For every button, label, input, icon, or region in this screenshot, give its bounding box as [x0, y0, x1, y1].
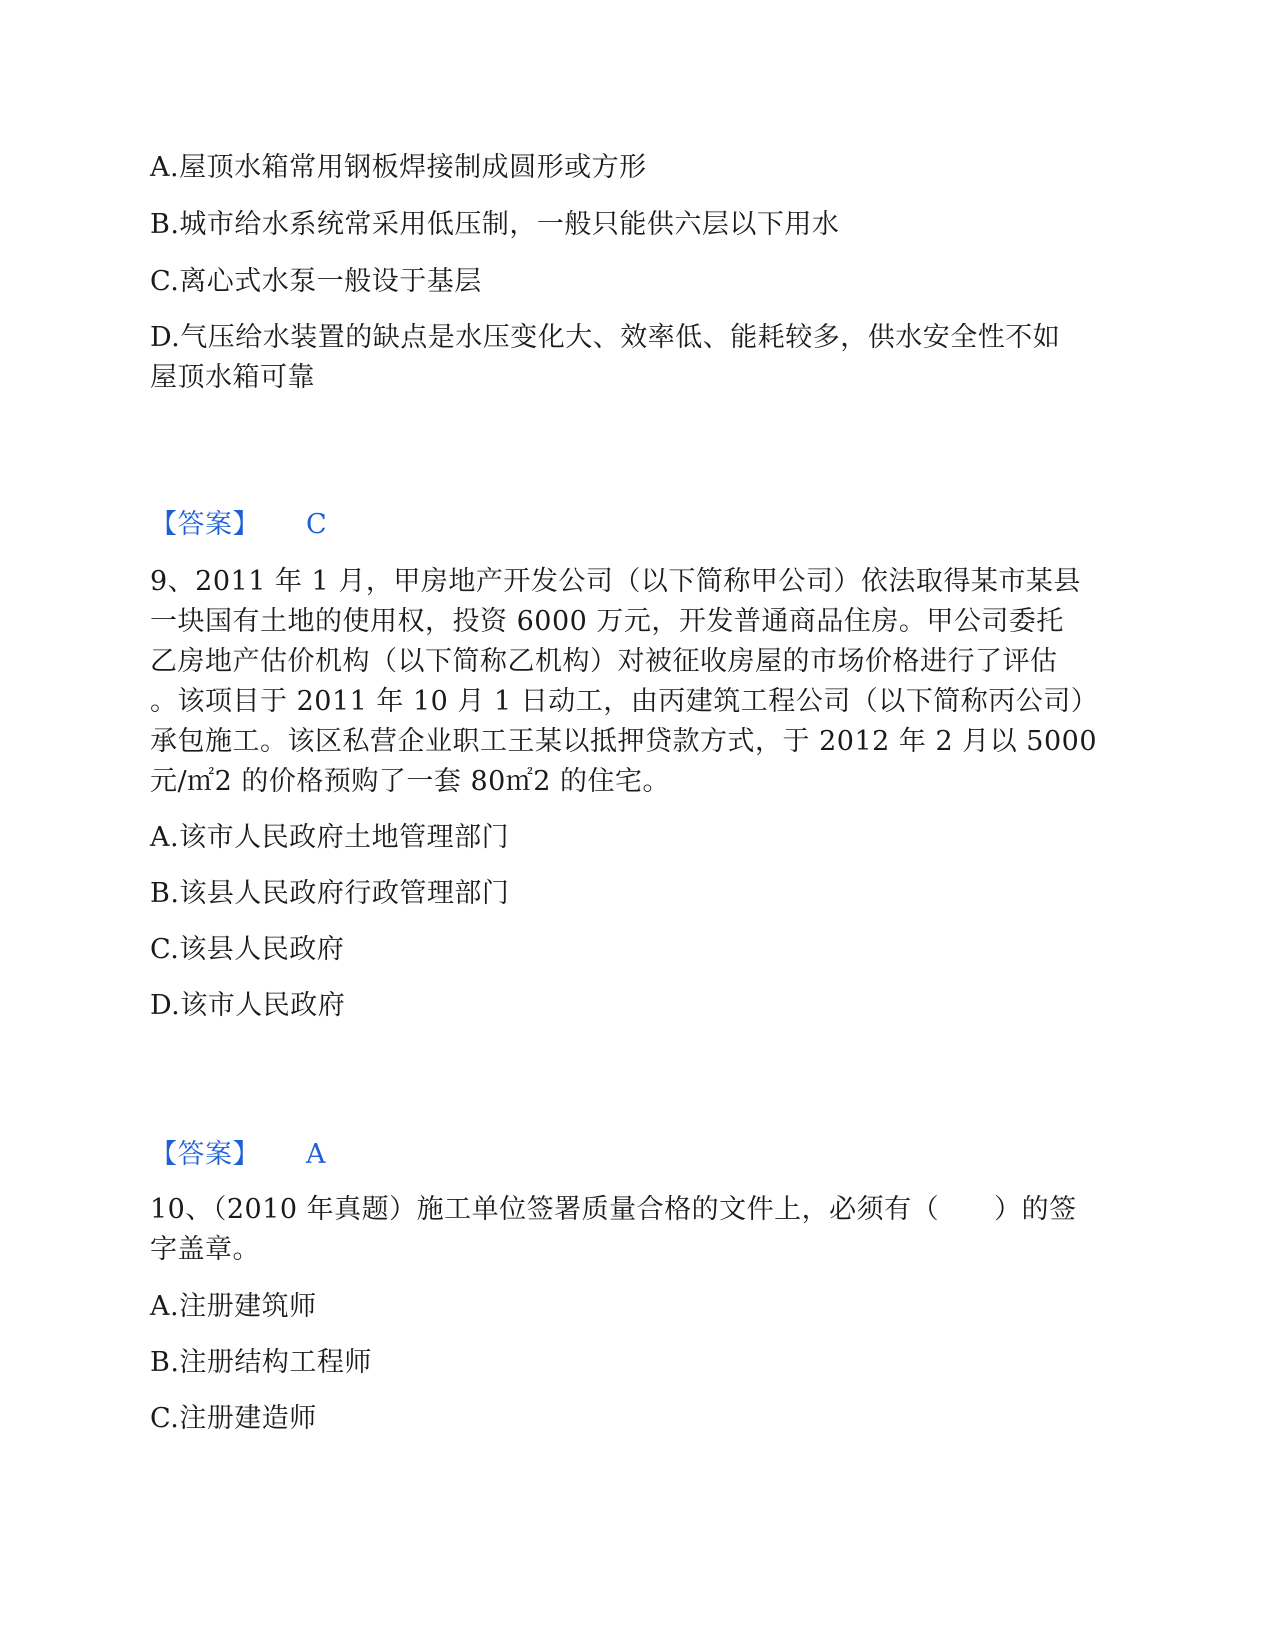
option-c: C.离心式水泵一般设于基层: [150, 266, 482, 297]
question-9-line-3: 乙房地产估价机构（以下简称乙机构）对被征收房屋的市场价格进行了评估: [150, 646, 1058, 677]
answer-row: [150, 505, 327, 545]
answer-label: 【答案】: [150, 1139, 260, 1170]
question-10-line-1: 10、（2010 年真题）施工单位签署质量合格的文件上，必须有（ ）的签: [150, 1194, 1077, 1225]
option-b: B.城市给水系统常采用低压制，一般只能供六层以下用水: [150, 209, 840, 240]
question-9-option-b: B.该县人民政府行政管理部门: [150, 878, 510, 909]
answer-row: [150, 1135, 326, 1175]
question-9-line-6: 元/㎡2 的价格预购了一套 80㎡2 的住宅。: [150, 766, 671, 797]
question-10-option-a: A.注册建筑师: [150, 1291, 317, 1322]
question-10-option-c: C.注册建造师: [150, 1403, 317, 1434]
answer-value: C: [306, 509, 328, 540]
question-9-line-5: 承包施工。该区私营企业职工王某以抵押贷款方式，于 2012 年 2 月以 5000: [150, 726, 1098, 757]
question-9-option-a: A.该市人民政府土地管理部门: [150, 822, 510, 853]
option-d-line-2: 屋顶水箱可靠: [150, 362, 315, 393]
option-d-line-1: D.气压给水装置的缺点是水压变化大、效率低、能耗较多，供水安全性不如: [150, 322, 1061, 353]
question-9-line-2: 一块国有土地的使用权，投资 6000 万元，开发普通商品住房。甲公司委托: [150, 606, 1064, 637]
question-10-option-b: B.注册结构工程师: [150, 1347, 372, 1378]
question-10-line-2: 字盖章。: [150, 1234, 260, 1265]
question-9-line-1: 9、2011 年 1 月，甲房地产开发公司（以下简称甲公司）依法取得某市某县: [150, 566, 1081, 597]
answer-value: A: [306, 1139, 326, 1170]
question-9-option-c: C.该县人民政府: [150, 934, 345, 965]
question-9-option-d: D.该市人民政府: [150, 990, 346, 1021]
answer-label: 【答案】: [150, 509, 260, 540]
question-9-line-4: 。该项目于 2011 年 10 月 1 日动工，由丙建筑工程公司（以下简称丙公司）: [150, 686, 1099, 717]
option-a: A.屋顶水箱常用钢板焊接制成圆形或方形: [150, 152, 647, 183]
